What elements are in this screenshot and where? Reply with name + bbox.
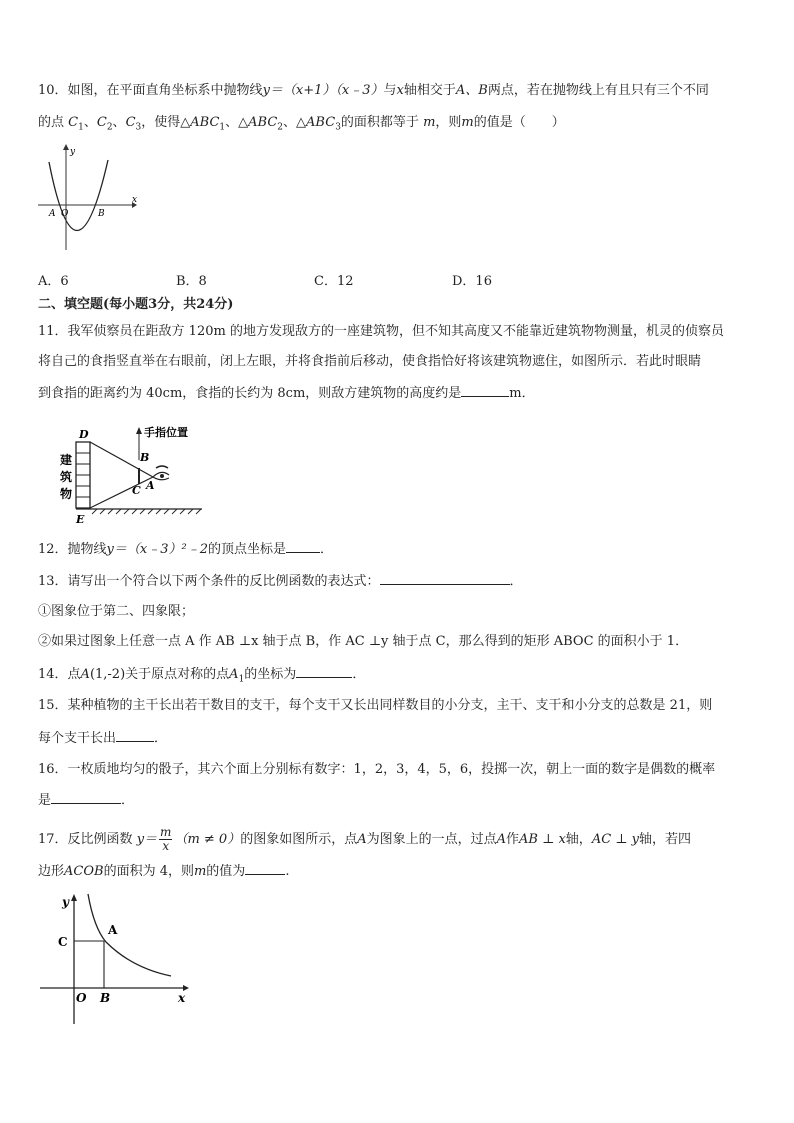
fig11-E-label: E xyxy=(76,513,85,526)
q17-answer-blank[interactable] xyxy=(245,862,285,875)
fig17-y-label: y xyxy=(62,895,69,909)
fig17-A-label: A xyxy=(108,923,118,937)
q15-answer-blank[interactable] xyxy=(116,729,154,742)
fig17-O-label: O xyxy=(76,991,87,1005)
q12-line: 12．抛物线y＝（x﹣3）²﹣2的顶点坐标是 ． xyxy=(38,542,334,557)
q11-line2: 将自己的食指竖直举在右眼前，闭上左眼，并将食指前后移动，使食指恰好将该建筑物遮住，如图所示．若此时眼睛 xyxy=(38,354,702,369)
q10-option-c[interactable]: C．12 xyxy=(314,274,354,289)
fig17-C-label: C xyxy=(58,935,68,949)
q17-hyperbola-figure xyxy=(36,888,196,1028)
fig10-A-label: A xyxy=(49,209,56,219)
q14-line: 14．点A(1,-2)关于原点对称的点$A_1$的坐标为 ． xyxy=(38,667,366,685)
q13-condition-2: ②如果过图象上任意一点 A 作 AB ⊥x 轴于点 B，作 AC ⊥y 轴于点 C，那么得到的矩形 ABOC 的面积小于 1． xyxy=(38,634,689,649)
q16-line1: 16．一枚质地均匀的骰子，其六个面上分别标有数字：1，2，3，4，5，6，投掷一次，朝上一面的数字是偶数的概率 xyxy=(38,762,716,777)
q14-answer-blank[interactable] xyxy=(296,665,352,678)
fig11-building-char-3: 物 xyxy=(60,487,73,501)
q13-condition-1: ①图象位于第二、四象限； xyxy=(38,604,195,619)
q11-answer-blank[interactable] xyxy=(461,384,509,397)
section2-heading: 二、填空题(每小题3分，共24分) xyxy=(38,297,234,312)
q17-fraction: $\frac{m}{x}$ xyxy=(160,825,172,853)
q10-line2: 的点 $C_1$、$C_2$、$C_3$，使得$\triangle ABC_1$、$\triangle ABC_2$、$\triangle ABC_3$的面积都等于 m，则m的值是（ ） xyxy=(38,115,565,133)
q10-option-b[interactable]: B．8 xyxy=(176,274,207,289)
q10-option-d[interactable]: D．16 xyxy=(452,274,492,289)
fig17-B-label: B xyxy=(100,991,111,1005)
fig10-O-label: O xyxy=(61,209,69,219)
q11-line1: 11．我军侦察员在距敌方 120m 的地方发现敌方的一座建筑物，但不知其高度又不能靠近建筑物物测量，机灵的侦察员 xyxy=(38,324,724,339)
q16-line2: 是 ． xyxy=(38,793,135,808)
q17-line2: 边形ACOB的面积为 4，则m的值为 . xyxy=(38,864,290,879)
q11-building-figure xyxy=(56,422,206,530)
fig10-B-label: B xyxy=(98,209,105,219)
fig11-building-char-1: 建 xyxy=(60,453,73,467)
q13-answer-blank[interactable] xyxy=(380,572,510,585)
fig11-B-label: B xyxy=(140,451,150,464)
q16-answer-blank[interactable] xyxy=(51,791,121,804)
q15-line1: 15．某种植物的主干长出若干数目的支干，每个支干又长出同样数目的小分支，主干、支干和小分支的总数是 21，则 xyxy=(38,698,713,713)
q13-line: 13．请写出一个符合以下两个条件的反比例函数的表达式： ． xyxy=(38,574,523,589)
fig11-building-char-2: 筑 xyxy=(60,470,73,484)
q17-line1: 17．反比例函数 y＝ $\frac{m}{x}$ （m ≠ 0）的图象如图所示，点A为图象上的一点，过点A作AB ⊥ x轴，AC ⊥ y轴，若四 xyxy=(38,825,691,853)
q10-option-a[interactable]: A．6 xyxy=(38,274,69,289)
fig11-D-label: D xyxy=(79,428,89,441)
fig11-finger-label: 手指位置 xyxy=(144,426,188,439)
q15-line2: 每个支干长出 ． xyxy=(38,731,168,746)
fig11-A-label: A xyxy=(146,479,155,492)
fig10-y-label: y xyxy=(70,147,76,157)
fig10-x-label: x xyxy=(132,195,138,205)
fig17-x-label: x xyxy=(178,991,186,1005)
q10-parabola-figure xyxy=(36,140,140,258)
q10-line1: 10．如图，在平面直角坐标系中抛物线y＝（x+1）（x﹣3）与x轴相交于A、B两点，若在抛物线上有且只有三个不同 xyxy=(38,83,709,98)
fig11-C-label: C xyxy=(132,484,141,497)
q11-line3: 到食指的距离约为 40cm，食指的长约为 8cm，则敌方建筑物的高度约是 m． xyxy=(38,386,535,401)
q12-answer-blank[interactable] xyxy=(286,540,320,553)
